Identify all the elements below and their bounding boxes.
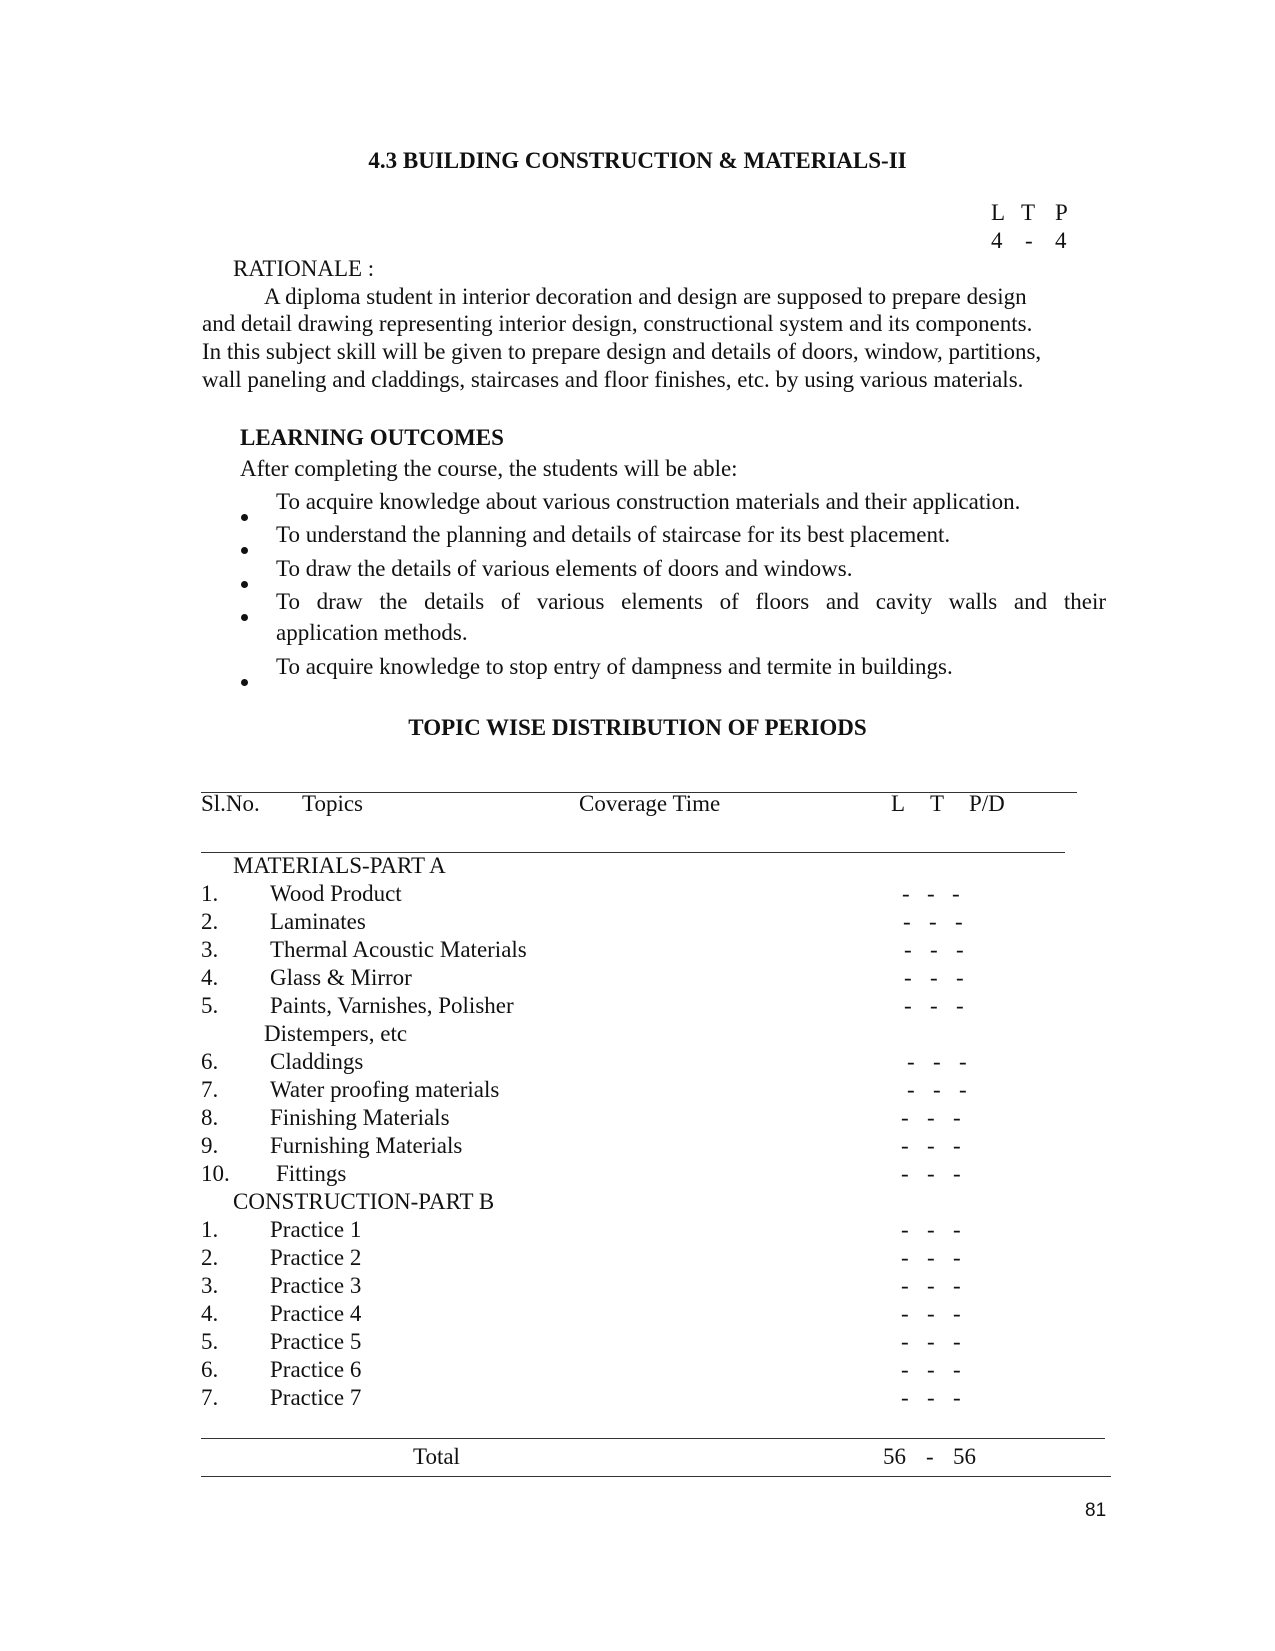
- row-number: 8.: [201, 1105, 219, 1130]
- row-l: -: [901, 1329, 909, 1354]
- row-topic: Practice 7: [270, 1385, 362, 1410]
- row-pd: -: [953, 1245, 961, 1270]
- row-pd: -: [959, 1077, 967, 1102]
- row-pd: -: [955, 909, 963, 934]
- rationale-line: wall paneling and claddings, staircases and floor finishes, etc. by using various materials.: [202, 367, 1024, 392]
- row-l: -: [901, 1301, 909, 1326]
- row-pd: -: [952, 881, 960, 906]
- row-pd: -: [953, 1161, 961, 1186]
- row-number: 6.: [201, 1357, 219, 1382]
- row-t: -: [927, 881, 935, 906]
- ltp-value-p: 4: [1055, 228, 1067, 253]
- learning-outcomes-intro: After completing the course, the students will be able:: [240, 456, 738, 481]
- row-number: 5.: [201, 993, 219, 1018]
- row-topic: Practice 2: [270, 1245, 362, 1270]
- row-t: -: [927, 1217, 935, 1242]
- row-topic: Practice 6: [270, 1357, 362, 1382]
- row-topic: Practice 3: [270, 1273, 362, 1298]
- row-topic: Practice 4: [270, 1301, 362, 1326]
- row-topic: Glass & Mirror: [270, 965, 412, 990]
- row-l: -: [901, 1385, 909, 1410]
- row-t: -: [927, 1161, 935, 1186]
- col-header-topics: Topics: [302, 791, 363, 816]
- row-l: -: [901, 1161, 909, 1186]
- row-l: -: [907, 1049, 915, 1074]
- row-pd: -: [953, 1273, 961, 1298]
- row-l: -: [904, 965, 912, 990]
- row-topic: Water proofing materials: [270, 1077, 500, 1102]
- row-t: -: [927, 1357, 935, 1382]
- row-t: -: [927, 1133, 935, 1158]
- bullet-icon: [241, 614, 248, 621]
- row-pd: -: [953, 1301, 961, 1326]
- rationale-line: and detail drawing representing interior design, constructional system and its components.: [202, 311, 1033, 336]
- row-pd: -: [953, 1357, 961, 1382]
- row-topic: Claddings: [270, 1049, 364, 1074]
- row-topic: Practice 5: [270, 1329, 362, 1354]
- rationale-line: In this subject skill will be given to prepare design and details of doors, window, partitions,: [202, 339, 1042, 364]
- row-pd: -: [956, 937, 964, 962]
- outcome-item: To acquire knowledge about various construction materials and their application.: [276, 489, 1021, 514]
- bullet-icon: [241, 679, 248, 686]
- row-number: 4.: [201, 965, 219, 990]
- row-pd: -: [953, 1217, 961, 1242]
- ltp-header-t: T: [1021, 200, 1036, 225]
- row-number: 3.: [201, 1273, 219, 1298]
- row-number: 10.: [201, 1161, 230, 1186]
- part-b-heading: CONSTRUCTION-PART B: [233, 1189, 495, 1214]
- row-topic-continuation: Distempers, etc: [264, 1021, 408, 1046]
- ltp-header-p: P: [1055, 200, 1068, 225]
- row-l: -: [904, 937, 912, 962]
- row-l: -: [904, 993, 912, 1018]
- row-pd: -: [956, 965, 964, 990]
- row-pd: -: [953, 1329, 961, 1354]
- row-number: 7.: [201, 1077, 219, 1102]
- row-t: -: [933, 1049, 941, 1074]
- row-number: 4.: [201, 1301, 219, 1326]
- row-t: -: [930, 993, 938, 1018]
- row-t: -: [933, 1077, 941, 1102]
- row-number: 3.: [201, 937, 219, 962]
- part-a-heading: MATERIALS-PART A: [233, 853, 446, 878]
- total-t: -: [926, 1444, 934, 1469]
- col-header-slno: Sl.No.: [201, 791, 260, 816]
- row-t: -: [927, 1301, 935, 1326]
- row-pd: -: [953, 1133, 961, 1158]
- ltp-header-l: L: [991, 200, 1006, 225]
- row-l: -: [901, 1217, 909, 1242]
- outcome-item: To understand the planning and details of staircase for its best placement.: [276, 522, 951, 547]
- learning-outcomes-heading: LEARNING OUTCOMES: [240, 425, 504, 450]
- row-t: -: [929, 909, 937, 934]
- row-t: -: [927, 1273, 935, 1298]
- row-t: -: [927, 1105, 935, 1130]
- row-l: -: [903, 909, 911, 934]
- row-t: -: [930, 965, 938, 990]
- row-l: -: [907, 1077, 915, 1102]
- ltp-value-t: -: [1025, 228, 1033, 253]
- row-l: -: [901, 1105, 909, 1130]
- row-topic: Fittings: [276, 1161, 347, 1186]
- row-number: 7.: [201, 1385, 219, 1410]
- row-l: -: [902, 881, 910, 906]
- row-number: 2.: [201, 909, 219, 934]
- row-l: -: [901, 1357, 909, 1382]
- row-topic: Wood Product: [270, 881, 402, 906]
- row-number: 2.: [201, 1245, 219, 1270]
- outcome-item: To draw the details of various elements of doors and windows.: [276, 556, 853, 581]
- page-number: 81: [1085, 1500, 1107, 1521]
- col-header-t: T: [930, 791, 945, 816]
- row-topic: Practice 1: [270, 1217, 362, 1242]
- row-topic: Furnishing Materials: [270, 1133, 463, 1158]
- bullet-icon: [241, 514, 248, 521]
- row-pd: -: [953, 1105, 961, 1130]
- row-number: 9.: [201, 1133, 219, 1158]
- row-pd: -: [953, 1385, 961, 1410]
- row-t: -: [927, 1329, 935, 1354]
- page-title: 4.3 BUILDING CONSTRUCTION & MATERIALS-II: [368, 148, 907, 173]
- outcome-item: To acquire knowledge to stop entry of dampness and termite in buildings.: [276, 654, 953, 679]
- rationale-heading: RATIONALE :: [233, 256, 375, 281]
- row-l: -: [901, 1273, 909, 1298]
- row-topic: Finishing Materials: [270, 1105, 450, 1130]
- row-pd: -: [956, 993, 964, 1018]
- bullet-icon: [241, 581, 248, 588]
- table-rule-total-top: [201, 1438, 1105, 1439]
- total-l: 56: [883, 1444, 906, 1469]
- total-label: Total: [413, 1444, 460, 1469]
- table-rule-bottom: [201, 1476, 1111, 1477]
- row-topic: Laminates: [270, 909, 366, 934]
- total-pd: 56: [953, 1444, 976, 1469]
- col-header-l: L: [891, 791, 906, 816]
- row-t: -: [927, 1385, 935, 1410]
- row-t: -: [930, 937, 938, 962]
- row-number: 1.: [201, 1217, 219, 1242]
- outcome-item-continuation: application methods.: [276, 620, 468, 645]
- row-number: 5.: [201, 1329, 219, 1354]
- row-topic: Paints, Varnishes, Polisher: [270, 993, 514, 1018]
- outcome-item: To draw the details of various elements of floors and cavity walls and their: [276, 589, 1106, 614]
- row-topic: Thermal Acoustic Materials: [270, 937, 527, 962]
- row-l: -: [901, 1133, 909, 1158]
- col-header-pd: P/D: [969, 791, 1005, 816]
- row-number: 1.: [201, 881, 219, 906]
- row-l: -: [901, 1245, 909, 1270]
- col-header-coverage: Coverage Time: [579, 791, 721, 816]
- row-pd: -: [959, 1049, 967, 1074]
- rationale-line: A diploma student in interior decoration and design are supposed to prepare design: [264, 284, 1027, 309]
- row-number: 6.: [201, 1049, 219, 1074]
- bullet-icon: [241, 547, 248, 554]
- ltp-value-l: 4: [991, 228, 1003, 253]
- row-t: -: [927, 1245, 935, 1270]
- distribution-heading: TOPIC WISE DISTRIBUTION OF PERIODS: [408, 715, 867, 740]
